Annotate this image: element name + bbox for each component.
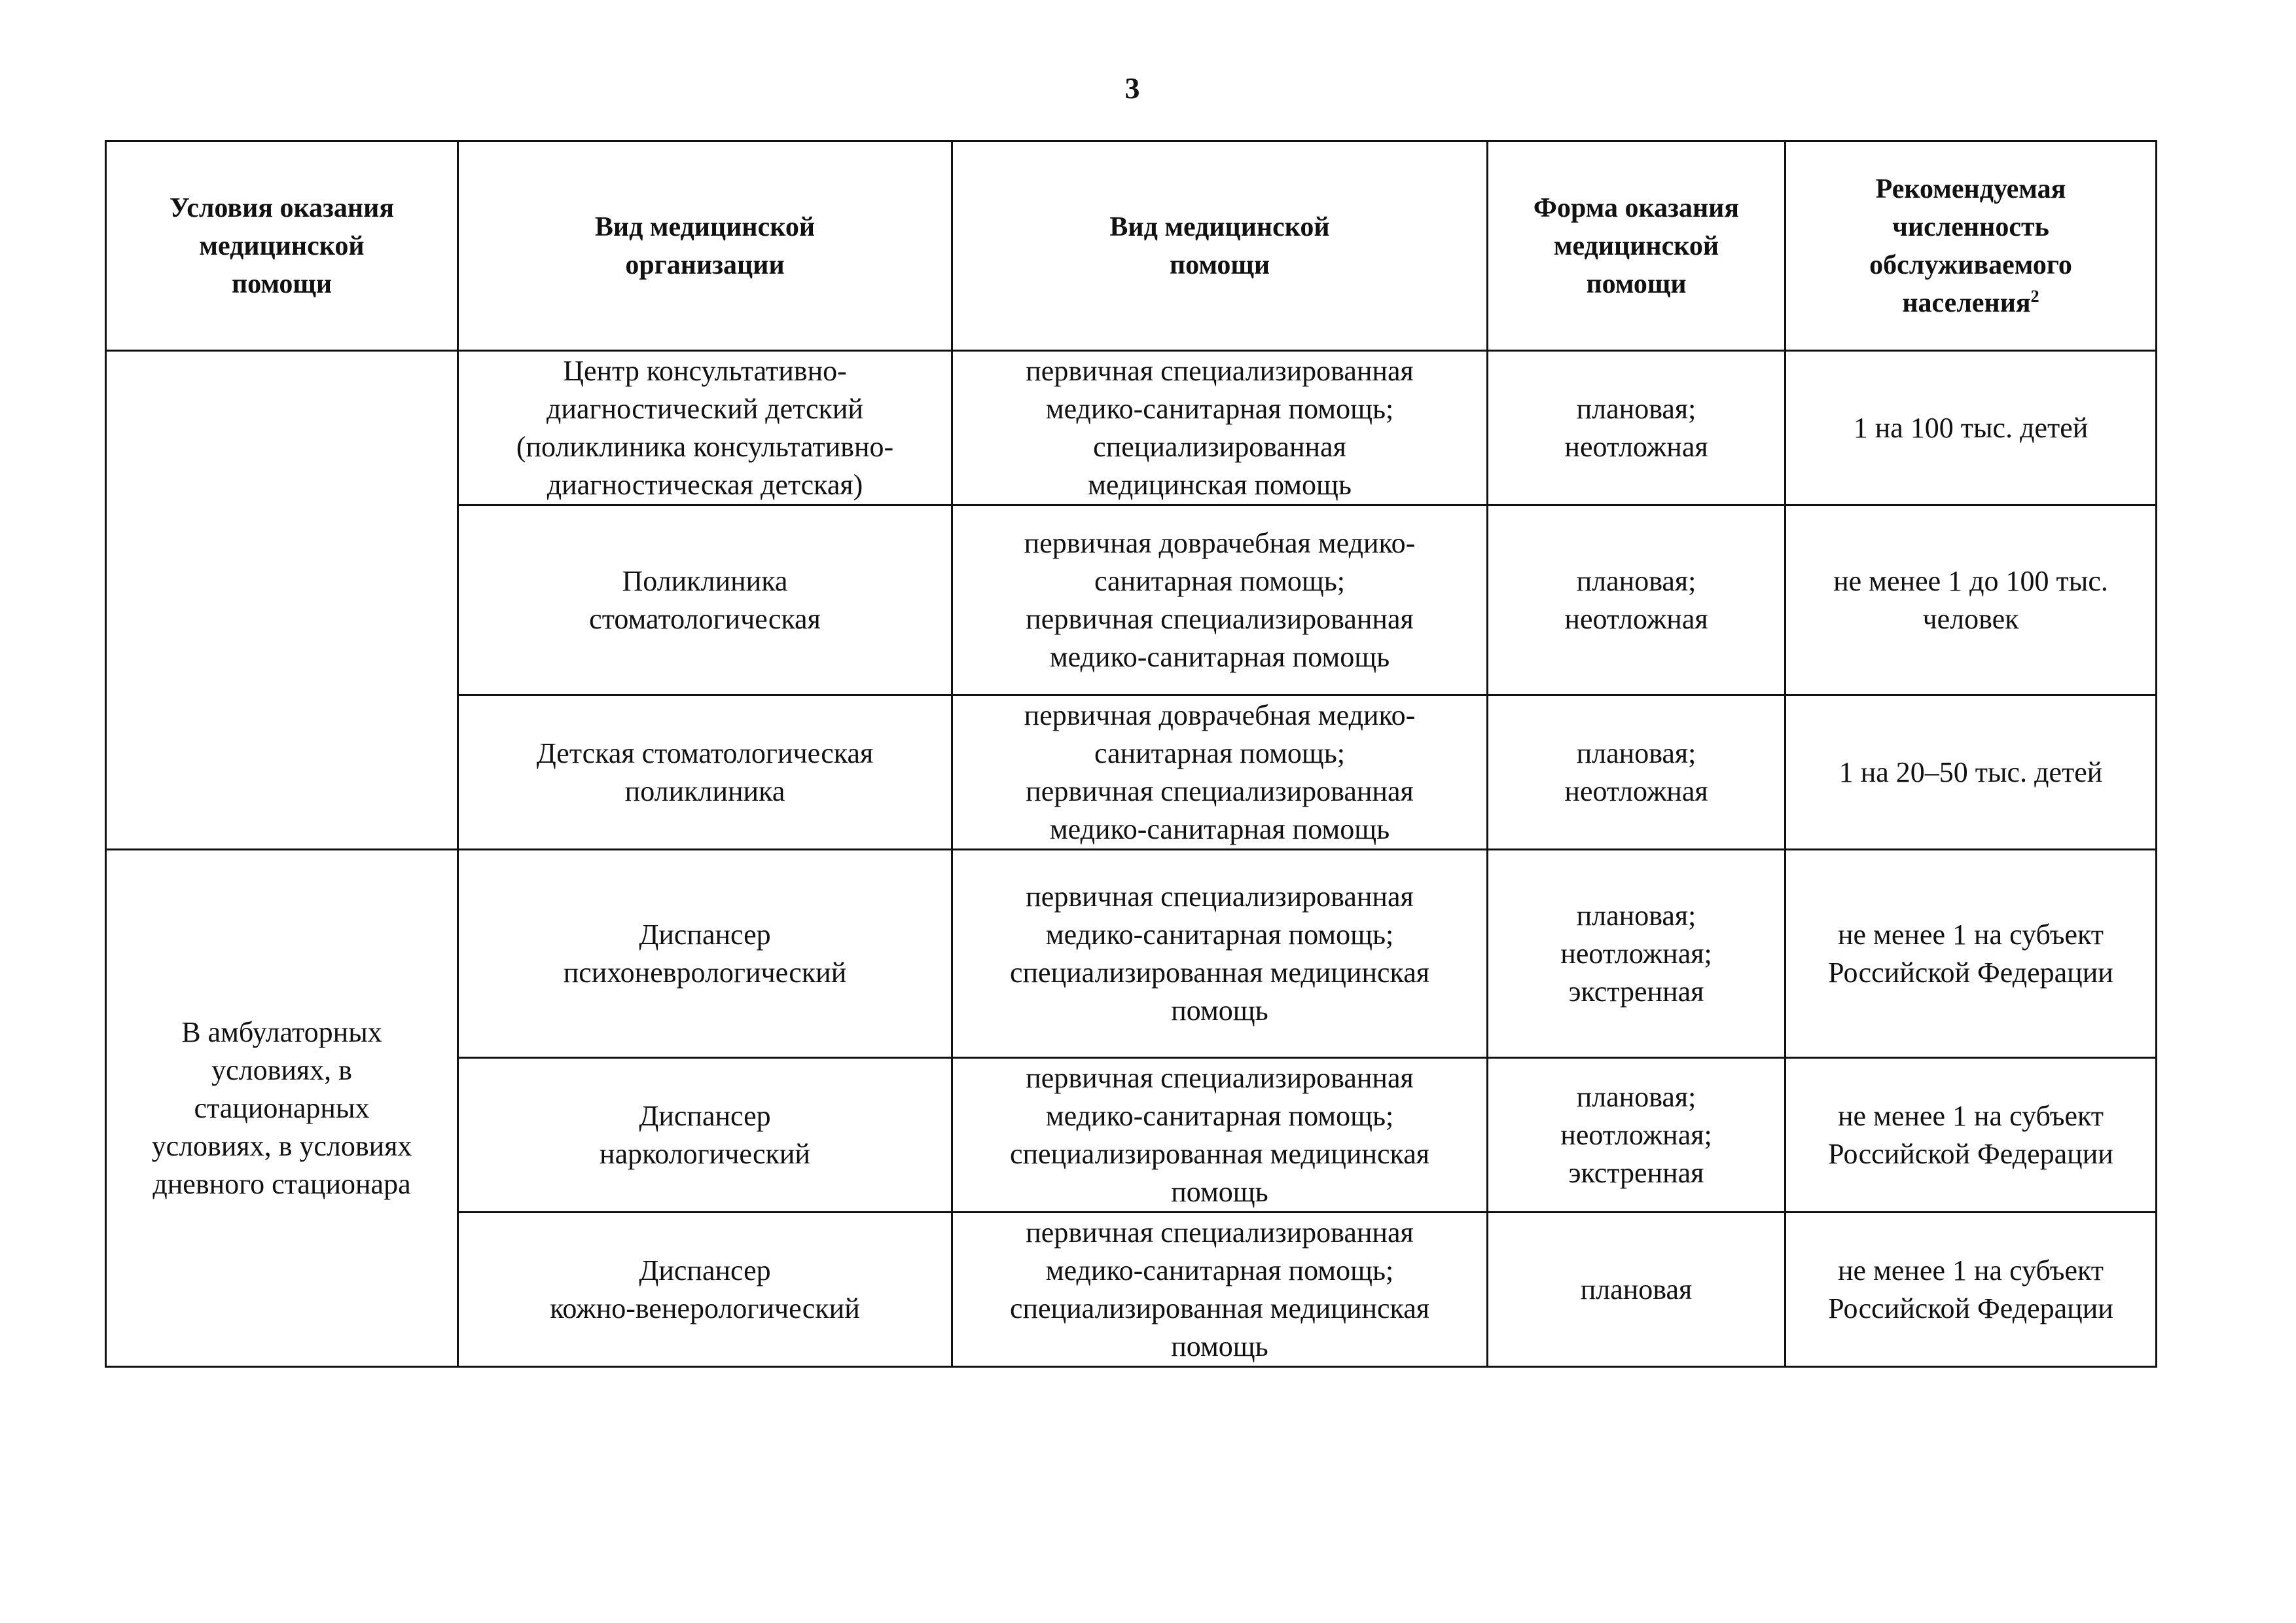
org-type-cell: Детская стоматологическая поликлиника bbox=[458, 695, 952, 850]
org-type-cell: Диспансер психоневрологический bbox=[458, 850, 952, 1058]
care-type-cell: первичная специализированная медико-санитарная помощь; специализированная медицинская помощь bbox=[952, 850, 1488, 1058]
header-care-type: Вид медицинской помощи bbox=[952, 141, 1488, 351]
org-type-cell: Поликлиника стоматологическая bbox=[458, 505, 952, 695]
page-number: 3 bbox=[1124, 71, 1140, 105]
header-care-form: Форма оказания медицинской помощи bbox=[1488, 141, 1785, 351]
header-population bbox=[1785, 141, 2157, 351]
footnote-marker: 2 bbox=[2030, 286, 2039, 306]
population-cell: не менее 1 до 100 тыс. человек bbox=[1785, 505, 2157, 695]
header-conditions: Условия оказания медицинской помощи bbox=[106, 141, 458, 351]
care-form-cell: плановая; неотложная bbox=[1488, 505, 1785, 695]
org-type-cell: Центр консультативно- диагностический детский (поликлиника консультативно- диагностическая детская) bbox=[458, 351, 952, 505]
care-type-cell: первичная доврачебная медико- санитарная помощь; первичная специализированная медико-санитарная помощь bbox=[952, 505, 1488, 695]
care-type-cell: первичная специализированная медико-санитарная помощь; специализированная медицинская помощь bbox=[952, 1058, 1488, 1213]
care-form-cell: плановая; неотложная bbox=[1488, 351, 1785, 505]
population-cell: 1 на 20–50 тыс. детей bbox=[1785, 695, 2157, 850]
population-cell: не менее 1 на субъект Российской Федерации bbox=[1785, 1058, 2157, 1213]
population-cell: 1 на 100 тыс. детей bbox=[1785, 351, 2157, 505]
header-population-text: Рекомендуемая численность обслуживаемого населения bbox=[1869, 173, 2072, 318]
header-org-type: Вид медицинской организации bbox=[458, 141, 952, 351]
table-header-row bbox=[106, 141, 2157, 351]
conditions-cell: В амбулаторных условиях, в стационарных условиях, в условиях дневного стационара bbox=[106, 850, 458, 1367]
care-type-cell: первичная специализированная медико-санитарная помощь; специализированная медицинская помощь bbox=[952, 1213, 1488, 1367]
care-type-cell: первичная специализированная медико-санитарная помощь; специализированная медицинская помощь bbox=[952, 351, 1488, 505]
medical-organizations-table bbox=[105, 140, 2157, 1368]
population-cell: не менее 1 на субъект Российской Федерации bbox=[1785, 850, 2157, 1058]
care-form-cell: плановая; неотложная bbox=[1488, 695, 1785, 850]
care-form-cell: плановая; неотложная; экстренная bbox=[1488, 1058, 1785, 1213]
population-cell: не менее 1 на субъект Российской Федерации bbox=[1785, 1213, 2157, 1367]
table-row bbox=[106, 351, 2157, 505]
table-row bbox=[106, 850, 2157, 1058]
org-type-cell: Диспансер кожно-венерологический bbox=[458, 1213, 952, 1367]
care-form-cell: плановая; неотложная; экстренная bbox=[1488, 850, 1785, 1058]
conditions-cell-empty bbox=[106, 351, 458, 850]
care-form-cell: плановая bbox=[1488, 1213, 1785, 1367]
org-type-cell: Диспансер наркологический bbox=[458, 1058, 952, 1213]
care-type-cell: первичная доврачебная медико- санитарная помощь; первичная специализированная медико-санитарная помощь bbox=[952, 695, 1488, 850]
